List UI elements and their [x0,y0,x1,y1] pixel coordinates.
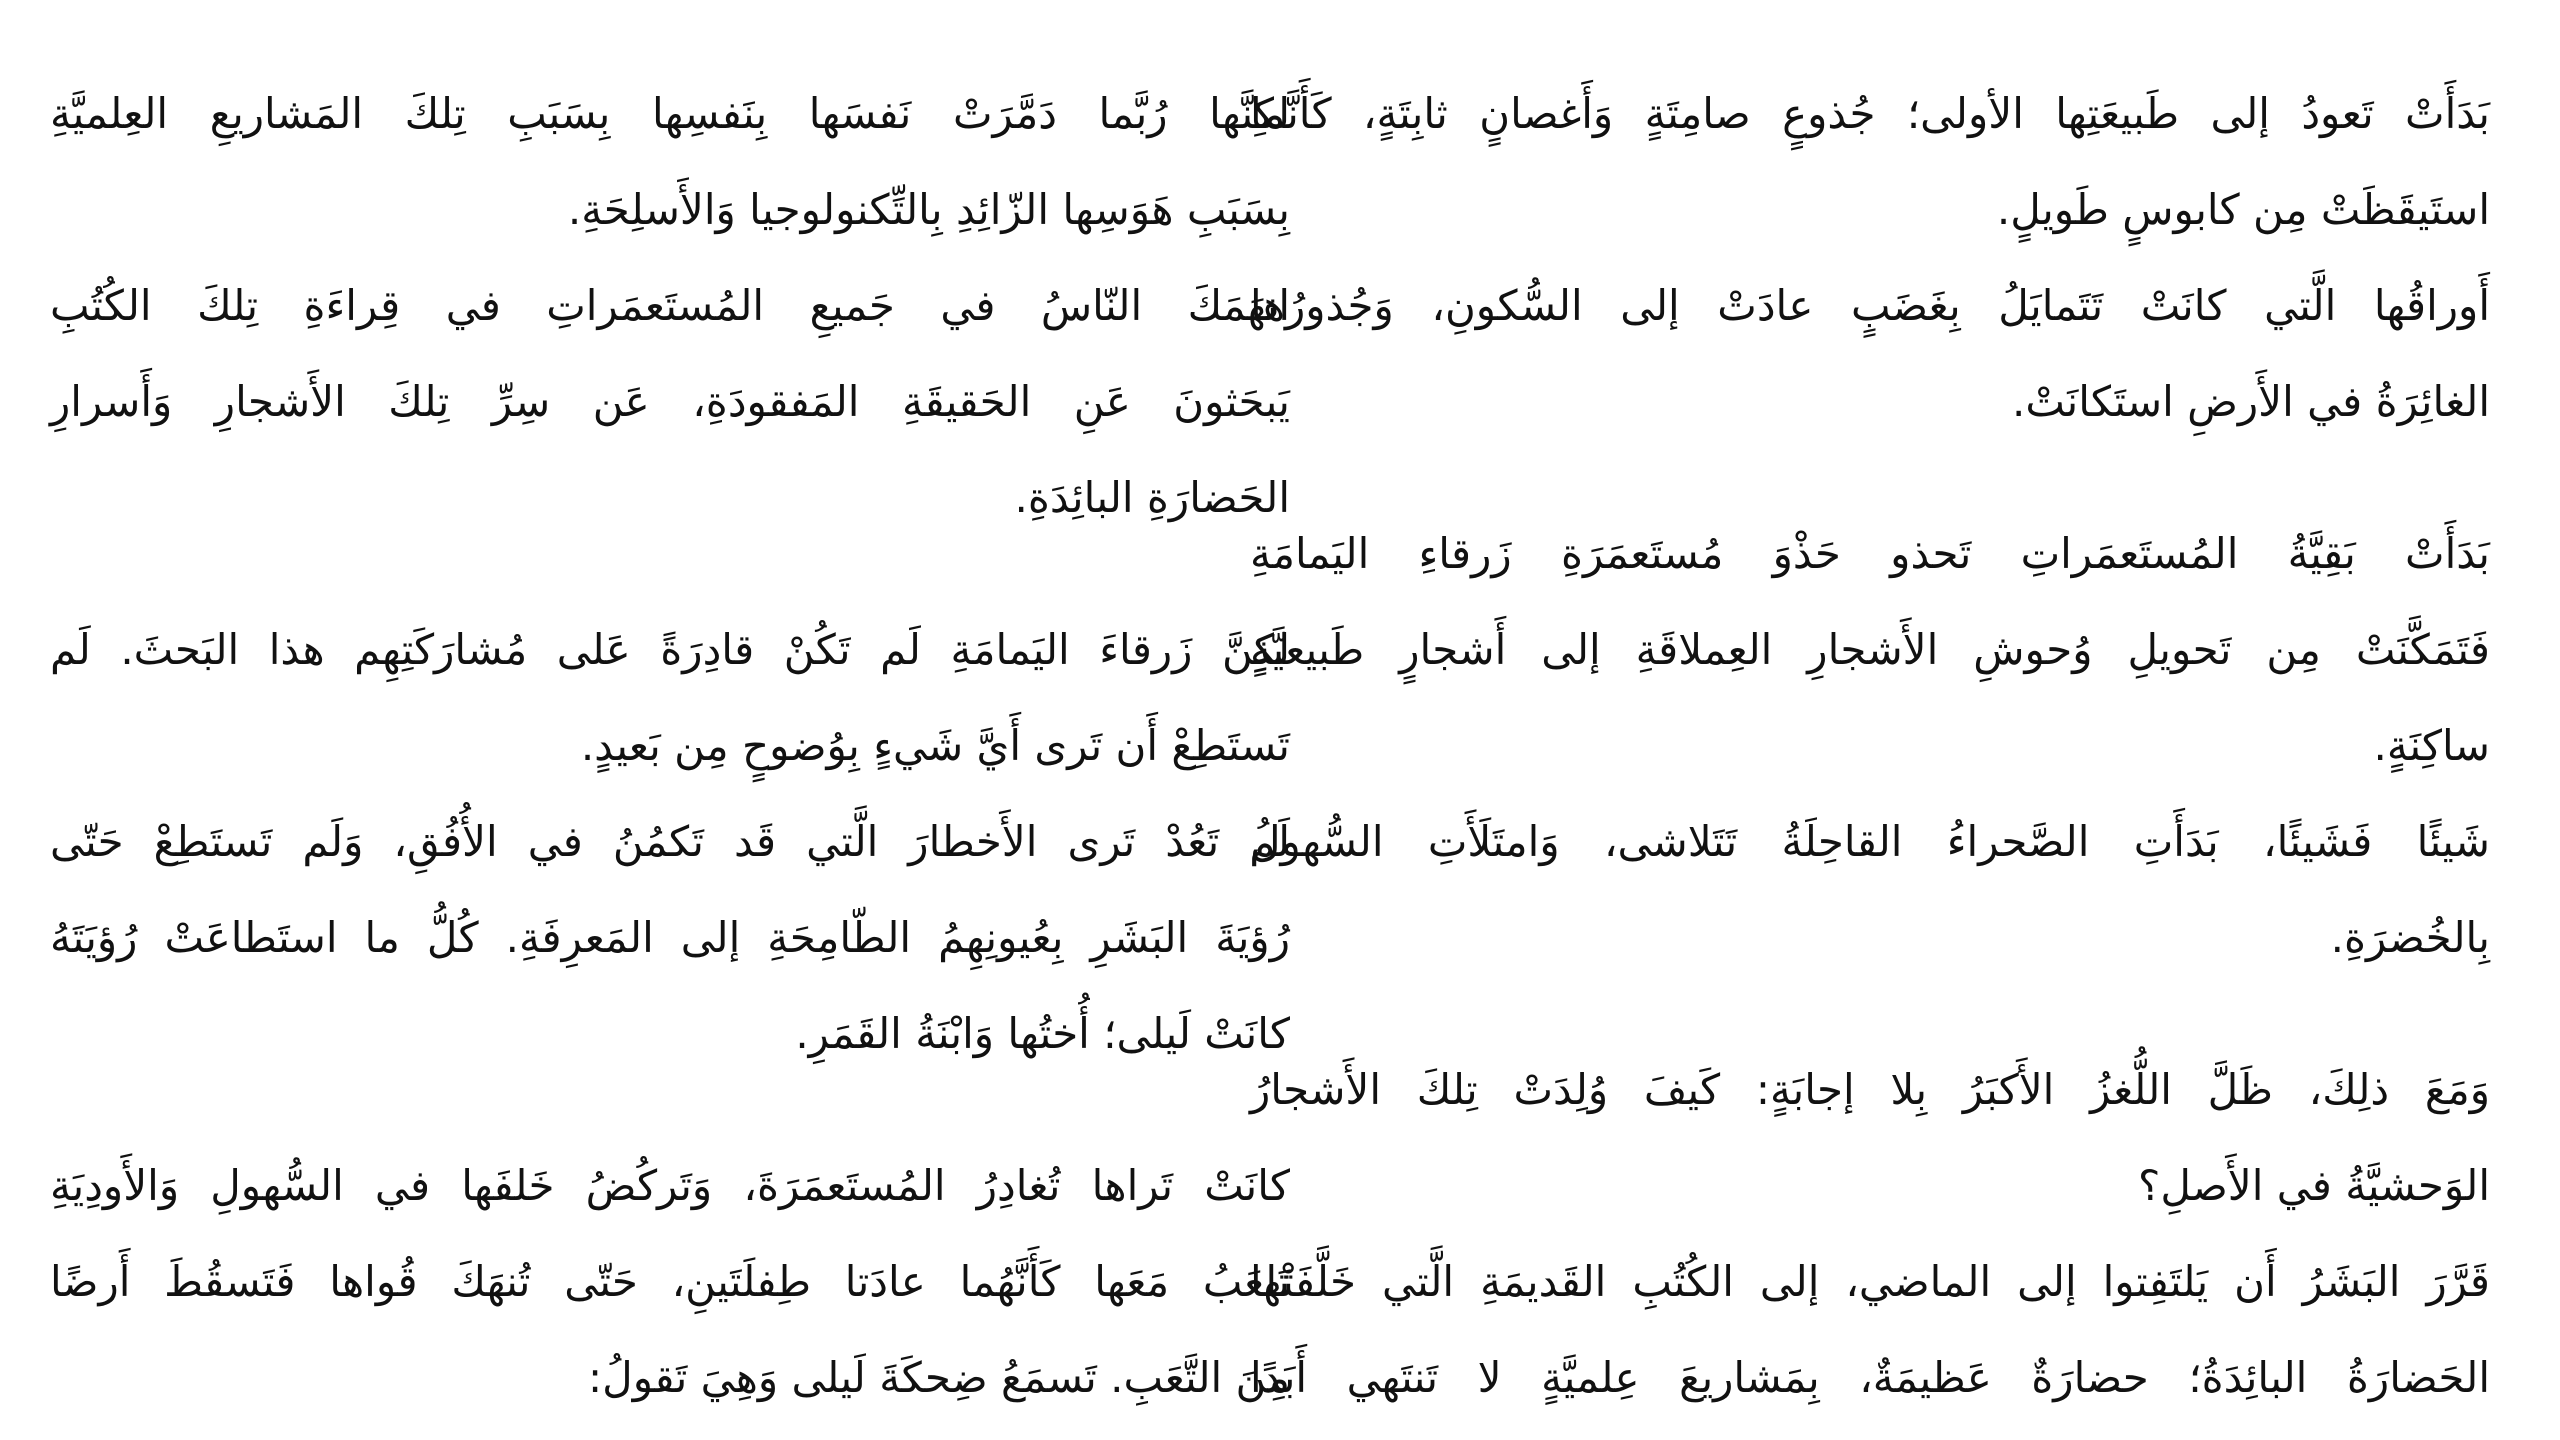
paragraph [1250,506,2490,794]
text-line: شَيئًا فَشَيئًا، بَدَأَتِ الصَّحراءُ القاحِلَةُ تَتَلاشى، وَامتَلَأَتِ السُّهولُ [1250,817,2490,866]
paragraph [1250,1234,2490,1426]
text-line: كانَتْ تَراها تُغادِرُ المُستَعمَرَةَ، وَتَركُضُ خَلفَها في السُّهولِ وَالأَودِيَةِ [50,1161,1290,1210]
text-line: أَوراقُها الَّتي كانَتْ تَتَمايَلُ بِغَضَبٍ عادَتْ إلى السُّكونِ، وَجُذورُها [1250,281,2490,330]
text-line: الحَضارَةِ البائِدَةِ. [1014,473,1290,522]
left-page-text [50,66,1290,1426]
paragraph-gap [1250,986,2490,1042]
paragraph [1250,258,2490,450]
paragraph [50,258,1290,546]
text-line: يَبحَثونَ عَنِ الحَقيقَةِ المَفقودَةِ، عَن سِرِّ تِلكَ الأَشجارِ وَأَسرارِ [50,377,1290,426]
text-line: لَم تَعُدْ تَرى الأَخطارَ الَّتي قَد تَكمُنُ في الأُفُقِ، وَلَم تَستَطِعْ حَتّى [50,817,1290,866]
paragraph-gap [50,546,1290,602]
text-line: لكِنَّها رُبَّما دَمَّرَتْ نَفسَها بِنَفسِها بِسَبَبِ تِلكَ المَشاريعِ العِلميَّةِ [50,89,1290,138]
paragraph [1250,1042,2490,1234]
paragraph [1250,794,2490,986]
paragraph-gap [1250,450,2490,506]
paragraph [50,794,1290,1082]
text-line: وَمَعَ ذلِكَ، ظَلَّ اللُّغزُ الأَكبَرُ بِلا إجابَةٍ: كَيفَ وُلِدَتْ تِلكَ الأَشجارُ [1250,1065,2490,1114]
text-line: رُؤيَةَ البَشَرِ بِعُيونِهِمُ الطّامِحَةِ إلى المَعرِفَةِ. كُلُّ ما استَطاعَتْ رُؤيَتَهُ [50,913,1290,962]
text-line: ساكِنَةٍ. [2373,721,2490,770]
text-line: قَرَّرَ البَشَرُ أَن يَلتَفِتوا إلى الماضي، إلى الكُتُبِ القَديمَةِ الَّتي خَلَّفَتْها [1250,1257,2490,1306]
text-line: تَستَطِعْ أَن تَرى أَيَّ شَيءٍ بِوُضوحٍ مِن بَعيدٍ. [580,721,1290,770]
text-line: بِالخُضرَةِ. [2330,913,2490,962]
text-line: بَدَأَتْ تَعودُ إلى طَبيعَتِها الأولى؛ جُذوعٍ صامِتَةٍ وَأَغصانٍ ثابِتَةٍ، كَأَنَّما [1250,89,2490,138]
paragraph [50,66,1290,258]
paragraph [1250,66,2490,258]
text-line: مِنَ التَّعَبِ. تَسمَعُ ضِحكَةَ لَيلى وَهِيَ تَقولُ: [588,1353,1290,1402]
text-line: استَيقَظَتْ مِن كابوسٍ طَويلٍ. [1996,185,2490,234]
text-line: الحَضارَةُ البائِدَةُ؛ حضارَةٌ عَظيمَةٌ، بِمَشاريعَ عِلميَّةٍ لا تَنتَهي أَبَدًا [1250,1353,2490,1402]
paragraph [50,1138,1290,1426]
text-line: انهَمَكَ النّاسُ في جَميعِ المُستَعمَراتِ في قِراءَةِ تِلكَ الكُتُبِ [50,281,1290,330]
text-line: بَدَأَتْ بَقِيَّةُ المُستَعمَراتِ تَحذو حَذْوَ مُستَعمَرَةِ زَرقاءِ اليَمامَةِ [1250,529,2490,578]
text-line: لكِنَّ زَرقاءَ اليَمامَةِ لَم تَكُنْ قادِرَةً عَلى مُشارَكَتِهِم هذا البَحثَ. لَم [50,625,1290,674]
text-line: تَلعَبُ مَعَها كَأَنَّهُما عادَتا طِفلَتَينِ، حَتّى تُنهَكَ قُواها فَتَسقُطَ أَرضًا [50,1257,1290,1306]
right-page-text [1250,66,2490,1426]
text-line: الغائِرَةُ في الأَرضِ استَكانَتْ. [2011,377,2490,426]
text-line: الوَحشيَّةُ في الأَصلِ؟ [2138,1161,2490,1210]
paragraph-gap [50,1082,1290,1138]
paragraph [50,602,1290,794]
text-line: كانَتْ لَيلى؛ أُختُها وَابْنَةُ القَمَرِ. [795,1009,1290,1058]
text-line: بِسَبَبِ هَوَسِها الزّائِدِ بِالتِّكنولوجيا وَالأَسلِحَةِ. [567,185,1290,234]
text-line: فَتَمَكَّنَتْ مِن تَحويلِ وُحوشِ الأَشجارِ العِملاقَةِ إلى أَشجارٍ طَبيعيَّةٍ [1250,625,2490,674]
